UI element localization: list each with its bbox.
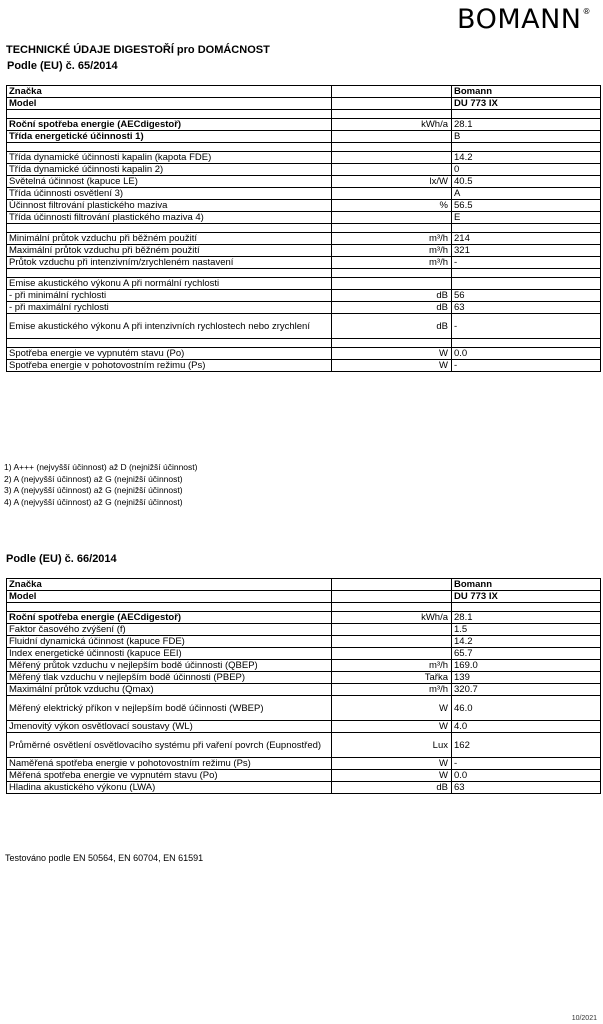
- row-unit: W: [332, 360, 452, 372]
- table-row: [7, 721, 601, 733]
- row-value: 28.1: [452, 119, 601, 131]
- row-unit: dB: [332, 290, 452, 302]
- tested-standards: Testováno podle EN 50564, EN 60704, EN 61591: [5, 853, 204, 863]
- table-row: [7, 98, 601, 110]
- row-value: [452, 224, 601, 233]
- row-unit: Tařka: [332, 672, 452, 684]
- row-value: 56.5: [452, 200, 601, 212]
- row-unit: m³/h: [332, 660, 452, 672]
- table-row: [7, 684, 601, 696]
- spacer-row: [7, 269, 601, 278]
- row-value: -: [452, 257, 601, 269]
- row-unit: dB: [332, 314, 452, 339]
- row-unit: Lux: [332, 733, 452, 758]
- row-value: [452, 339, 601, 348]
- footnotes: [4, 462, 197, 508]
- row-value: [452, 143, 601, 152]
- table-row: [7, 131, 601, 143]
- table-row: [7, 314, 601, 339]
- row-label: [7, 269, 332, 278]
- table-row: [7, 612, 601, 624]
- row-unit: [332, 98, 452, 110]
- spec-table-66-2014: [6, 578, 601, 794]
- row-label: Index energetické účinnosti (kapuce EEI): [7, 648, 332, 660]
- row-label: Roční spotřeba energie (AECdigestoř): [7, 612, 332, 624]
- table-row: [7, 233, 601, 245]
- table-row: [7, 257, 601, 269]
- spacer-row: [7, 603, 601, 612]
- row-value: [452, 603, 601, 612]
- row-value: 40.5: [452, 176, 601, 188]
- row-label: Minimální průtok vzduchu při běžném použití: [7, 233, 332, 245]
- row-unit: [332, 164, 452, 176]
- row-label: Účinnost filtrování plastického maziva: [7, 200, 332, 212]
- row-label: Třída dynamické účinnosti kapalin 2): [7, 164, 332, 176]
- row-label: Emise akustického výkonu A při intenzivních rychlostech nebo zrychlení: [7, 314, 332, 339]
- row-label: Hladina akustického výkonu (LWA): [7, 782, 332, 794]
- row-unit: m³/h: [332, 245, 452, 257]
- row-label: Třída účinnosti filtrování plastického maziva 4): [7, 212, 332, 224]
- row-unit: %: [332, 200, 452, 212]
- table-row: [7, 164, 601, 176]
- row-value: -: [452, 758, 601, 770]
- row-unit: W: [332, 696, 452, 721]
- row-label: Značka: [7, 86, 332, 98]
- table-row: [7, 176, 601, 188]
- row-value: E: [452, 212, 601, 224]
- table-row: [7, 200, 601, 212]
- row-label: Světelná účinnost (kapuce LE): [7, 176, 332, 188]
- row-unit: [332, 188, 452, 200]
- row-unit: [332, 636, 452, 648]
- row-unit: [332, 339, 452, 348]
- table-row: [7, 278, 601, 290]
- row-unit: [332, 224, 452, 233]
- row-value: 320.7: [452, 684, 601, 696]
- table-row: [7, 212, 601, 224]
- row-value: [452, 110, 601, 119]
- row-value: 162: [452, 733, 601, 758]
- row-label: Roční spotřeba energie (AECdigestoř): [7, 119, 332, 131]
- row-unit: [332, 278, 452, 290]
- row-label: Jmenovitý výkon osvětlovací soustavy (WL): [7, 721, 332, 733]
- row-label: Měřená spotřeba energie ve vypnutém stavu (Po): [7, 770, 332, 782]
- row-unit: [332, 152, 452, 164]
- row-value: DU 773 IX: [452, 591, 601, 603]
- row-unit: [332, 110, 452, 119]
- table-row: [7, 782, 601, 794]
- table-row: [7, 770, 601, 782]
- row-label: Třída energetické účinnosti 1): [7, 131, 332, 143]
- row-unit: kWh/a: [332, 119, 452, 131]
- row-unit: [332, 269, 452, 278]
- row-value: 0.0: [452, 770, 601, 782]
- row-unit: [332, 212, 452, 224]
- row-value: 321: [452, 245, 601, 257]
- row-label: Model: [7, 98, 332, 110]
- row-label: Značka: [7, 579, 332, 591]
- spec-table-65-2014: [6, 85, 601, 372]
- row-value: Bomann: [452, 86, 601, 98]
- table-row: [7, 636, 601, 648]
- footnote: 3) A (nejvyšší účinnost) až G (nejnižší účinnost): [4, 485, 183, 495]
- row-unit: [332, 131, 452, 143]
- table-row: [7, 348, 601, 360]
- row-label: Maximální průtok vzduchu při běžném použití: [7, 245, 332, 257]
- row-label: Faktor časového zvýšení (f): [7, 624, 332, 636]
- row-value: -: [452, 314, 601, 339]
- row-value: DU 773 IX: [452, 98, 601, 110]
- row-label: Naměřená spotřeba energie v pohotovostním režimu (Ps): [7, 758, 332, 770]
- row-unit: [332, 86, 452, 98]
- row-value: B: [452, 131, 601, 143]
- row-value: [452, 269, 601, 278]
- spacer-row: [7, 224, 601, 233]
- table-row: [7, 302, 601, 314]
- table-row: [7, 624, 601, 636]
- row-value: 0.0: [452, 348, 601, 360]
- row-label: Měřený průtok vzduchu v nejlepším bodě účinnosti (QBEP): [7, 660, 332, 672]
- row-label: [7, 143, 332, 152]
- regulation-title-66: Podle (EU) č. 66/2014: [6, 553, 117, 565]
- revision-date: 10/2021: [571, 1015, 597, 1022]
- row-value: 28.1: [452, 612, 601, 624]
- row-unit: kWh/a: [332, 612, 452, 624]
- table-row: [7, 660, 601, 672]
- row-value: 14.2: [452, 636, 601, 648]
- row-label: Průměrné osvětlení osvětlovacího systému při vaření povrch (Eupnostřed): [7, 733, 332, 758]
- row-unit: W: [332, 348, 452, 360]
- footnote: 2) A (nejvyšší účinnost) až G (nejnižší účinnost): [4, 473, 183, 484]
- table-row: [7, 648, 601, 660]
- row-unit: W: [332, 721, 452, 733]
- table-row: [7, 290, 601, 302]
- row-label: Třída účinnosti osvětlení 3): [7, 188, 332, 200]
- row-label: Emise akustického výkonu A při normální rychlosti: [7, 278, 332, 290]
- row-unit: [332, 603, 452, 612]
- row-value: 46.0: [452, 696, 601, 721]
- row-label: Měřený tlak vzduchu v nejlepším bodě účinnosti (PBEP): [7, 672, 332, 684]
- spacer-row: [7, 339, 601, 348]
- row-unit: W: [332, 758, 452, 770]
- row-value: 56: [452, 290, 601, 302]
- table-row: [7, 696, 601, 721]
- row-value: 63: [452, 302, 601, 314]
- row-value: 65.7: [452, 648, 601, 660]
- row-label: Třída dynamické účinnosti kapalin (kapota FDE): [7, 152, 332, 164]
- row-unit: dB: [332, 782, 452, 794]
- row-unit: m³/h: [332, 257, 452, 269]
- row-label: [7, 603, 332, 612]
- row-value: Bomann: [452, 579, 601, 591]
- row-value: 14.2: [452, 152, 601, 164]
- row-unit: m³/h: [332, 684, 452, 696]
- document-title: TECHNICKÉ ÚDAJE DIGESTOŘÍ pro DOMÁCNOST: [6, 44, 270, 56]
- table-row: [7, 672, 601, 684]
- table-row: [7, 245, 601, 257]
- footnote: 4) A (nejvyšší účinnost) až G (nejnižší účinnost): [4, 496, 183, 507]
- row-value: 169.0: [452, 660, 601, 672]
- row-value: A: [452, 188, 601, 200]
- table-row: [7, 733, 601, 758]
- brand-logo: BOMANN®: [457, 4, 591, 35]
- row-label: Spotřeba energie v pohotovostním režimu (Ps): [7, 360, 332, 372]
- regulation-title-65: Podle (EU) č. 65/2014: [7, 60, 118, 72]
- row-label: Model: [7, 591, 332, 603]
- table-row: [7, 360, 601, 372]
- row-label: [7, 224, 332, 233]
- row-value: 139: [452, 672, 601, 684]
- row-label: Spotřeba energie ve vypnutém stavu (Po): [7, 348, 332, 360]
- spacer-row: [7, 143, 601, 152]
- row-label: Měřený elektrický příkon v nejlepším bodě účinnosti (WBEP): [7, 696, 332, 721]
- row-label: Fluidní dynamická účinnost (kapuce FDE): [7, 636, 332, 648]
- table-row: [7, 188, 601, 200]
- row-unit: [332, 579, 452, 591]
- table-row: [7, 758, 601, 770]
- row-value: [452, 278, 601, 290]
- row-unit: lx/W: [332, 176, 452, 188]
- row-unit: [332, 143, 452, 152]
- row-value: 4.0: [452, 721, 601, 733]
- row-unit: W: [332, 770, 452, 782]
- table-row: [7, 119, 601, 131]
- row-value: -: [452, 360, 601, 372]
- row-value: 214: [452, 233, 601, 245]
- row-unit: [332, 648, 452, 660]
- row-unit: m³/h: [332, 233, 452, 245]
- table-row: [7, 579, 601, 591]
- row-value: 1.5: [452, 624, 601, 636]
- table-row: [7, 152, 601, 164]
- table-row: [7, 86, 601, 98]
- footnote: 1) A+++ (nejvyšší účinnost) až D (nejnižší účinnost): [4, 462, 198, 472]
- spacer-row: [7, 110, 601, 119]
- row-label: Průtok vzduchu při intenzivním/zrychleném nastavení: [7, 257, 332, 269]
- row-label: Maximální průtok vzduchu (Qmax): [7, 684, 332, 696]
- row-label: [7, 339, 332, 348]
- row-value: 0: [452, 164, 601, 176]
- row-unit: [332, 624, 452, 636]
- row-label: - při minimální rychlosti: [7, 290, 332, 302]
- row-unit: [332, 591, 452, 603]
- table-row: [7, 591, 601, 603]
- row-value: 63: [452, 782, 601, 794]
- row-label: [7, 110, 332, 119]
- row-unit: dB: [332, 302, 452, 314]
- row-label: - při maximální rychlosti: [7, 302, 332, 314]
